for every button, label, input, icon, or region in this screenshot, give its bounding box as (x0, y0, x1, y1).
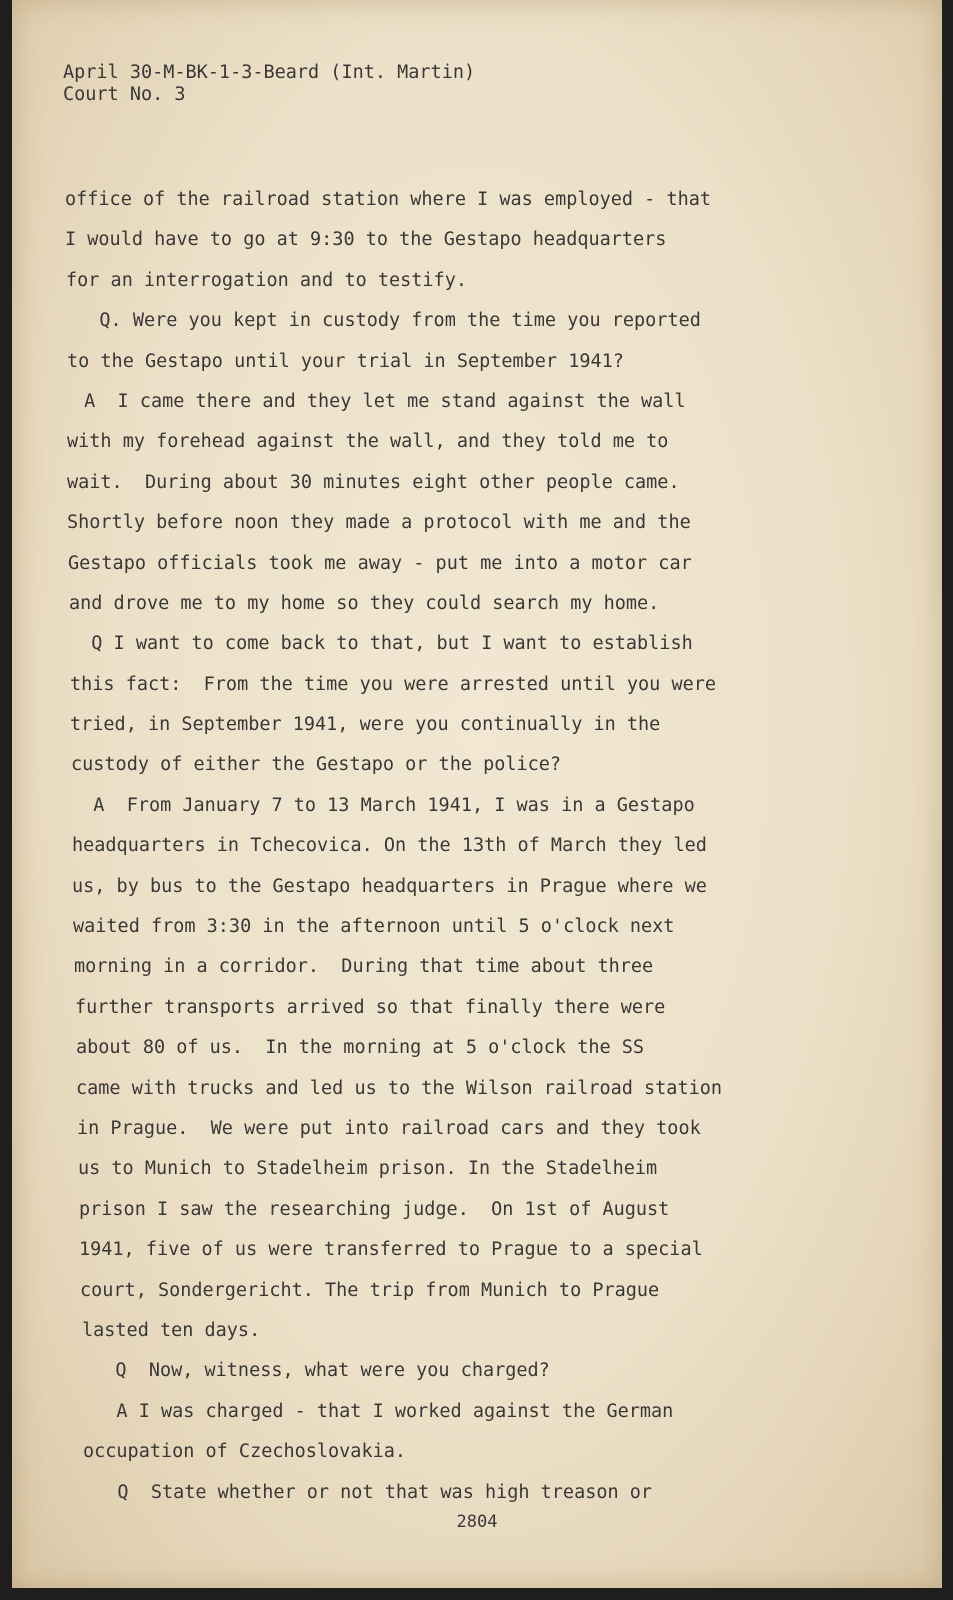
transcript-line: waited from 3:30 in the afternoon until 5 o'clock next (73, 916, 675, 938)
transcript-line: prison I saw the researching judge. On 1st of August (79, 1198, 670, 1220)
transcript-line: in Prague. We were put into railroad cars and they took (77, 1117, 701, 1139)
transcript-body (63, 180, 903, 1513)
transcript-line: A I came there and they let me stand against the wall (73, 390, 686, 412)
transcript-line: with my forehead against the wall, and they told me to (67, 431, 669, 453)
transcript-line: Q State whether or not that was high treason or (84, 1481, 653, 1503)
transcript-line: Q Now, witness, what were you charged? (82, 1360, 550, 1382)
transcript-line: morning in a corridor. During that time about three (74, 956, 654, 978)
transcript-line: us to Munich to Stadelheim prison. In the Stadelheim (78, 1158, 658, 1180)
header-case-reference: April 30-M-BK-1-3-Beard (Int. Martin) (63, 62, 476, 83)
transcript-line: A I was charged - that I worked against the German (83, 1400, 674, 1422)
transcript-line: about 80 of us. In the morning at 5 o'clock the SS (76, 1037, 645, 1059)
transcript-line: to the Gestapo until your trial in September 1941? (67, 350, 624, 372)
transcript-line: for an interrogation and to testify. (66, 269, 467, 291)
transcript-line: lasted ten days. (82, 1319, 261, 1341)
transcript-line: I would have to go at 9:30 to the Gestapo headquarters (65, 229, 667, 251)
transcript-line: further transports arrived so that finally there were (75, 996, 666, 1018)
document-header (63, 62, 475, 106)
transcript-line: 1941, five of us were transferred to Prague to a special (79, 1239, 703, 1261)
transcript-line: occupation of Czechoslovakia. (83, 1441, 407, 1463)
transcript-line: this fact: From the time you were arrested until you were (70, 673, 717, 695)
page-number: 2804 (456, 1512, 498, 1532)
transcript-line: custody of either the Gestapo or the police? (71, 754, 562, 776)
transcript-line: and drove me to my home so they could search my home. (69, 592, 660, 614)
transcript-line: came with trucks and led us to the Wilson railroad station (76, 1077, 723, 1099)
transcript-line: headquarters in Tchecovica. On the 13th of March they led (72, 835, 707, 857)
transcript-line: office of the railroad station where I was employed - that (65, 189, 712, 210)
transcript-line: Q I want to come back to that, but I want to establish (69, 633, 693, 655)
document-page (12, 0, 942, 1588)
transcript-line: us, by bus to the Gestapo headquarters in Prague where we (72, 875, 707, 897)
transcript-line: Shortly before noon they made a protocol with me and the (67, 512, 691, 534)
transcript-line: tried, in September 1941, were you continually in the (70, 714, 661, 736)
transcript-line: A From January 7 to 13 March 1941, I was in a Gestapo (71, 794, 695, 816)
header-court-number: Court No. 3 (63, 84, 186, 105)
transcript-line: Gestapo officials took me away - put me into a motor car (68, 552, 692, 574)
transcript-line: Q. Were you kept in custody from the time you reported (66, 310, 701, 332)
transcript-line: court, Sondergericht. The trip from Munich to Prague (80, 1279, 660, 1301)
transcript-line: wait. During about 30 minutes eight other people came. (67, 471, 680, 493)
